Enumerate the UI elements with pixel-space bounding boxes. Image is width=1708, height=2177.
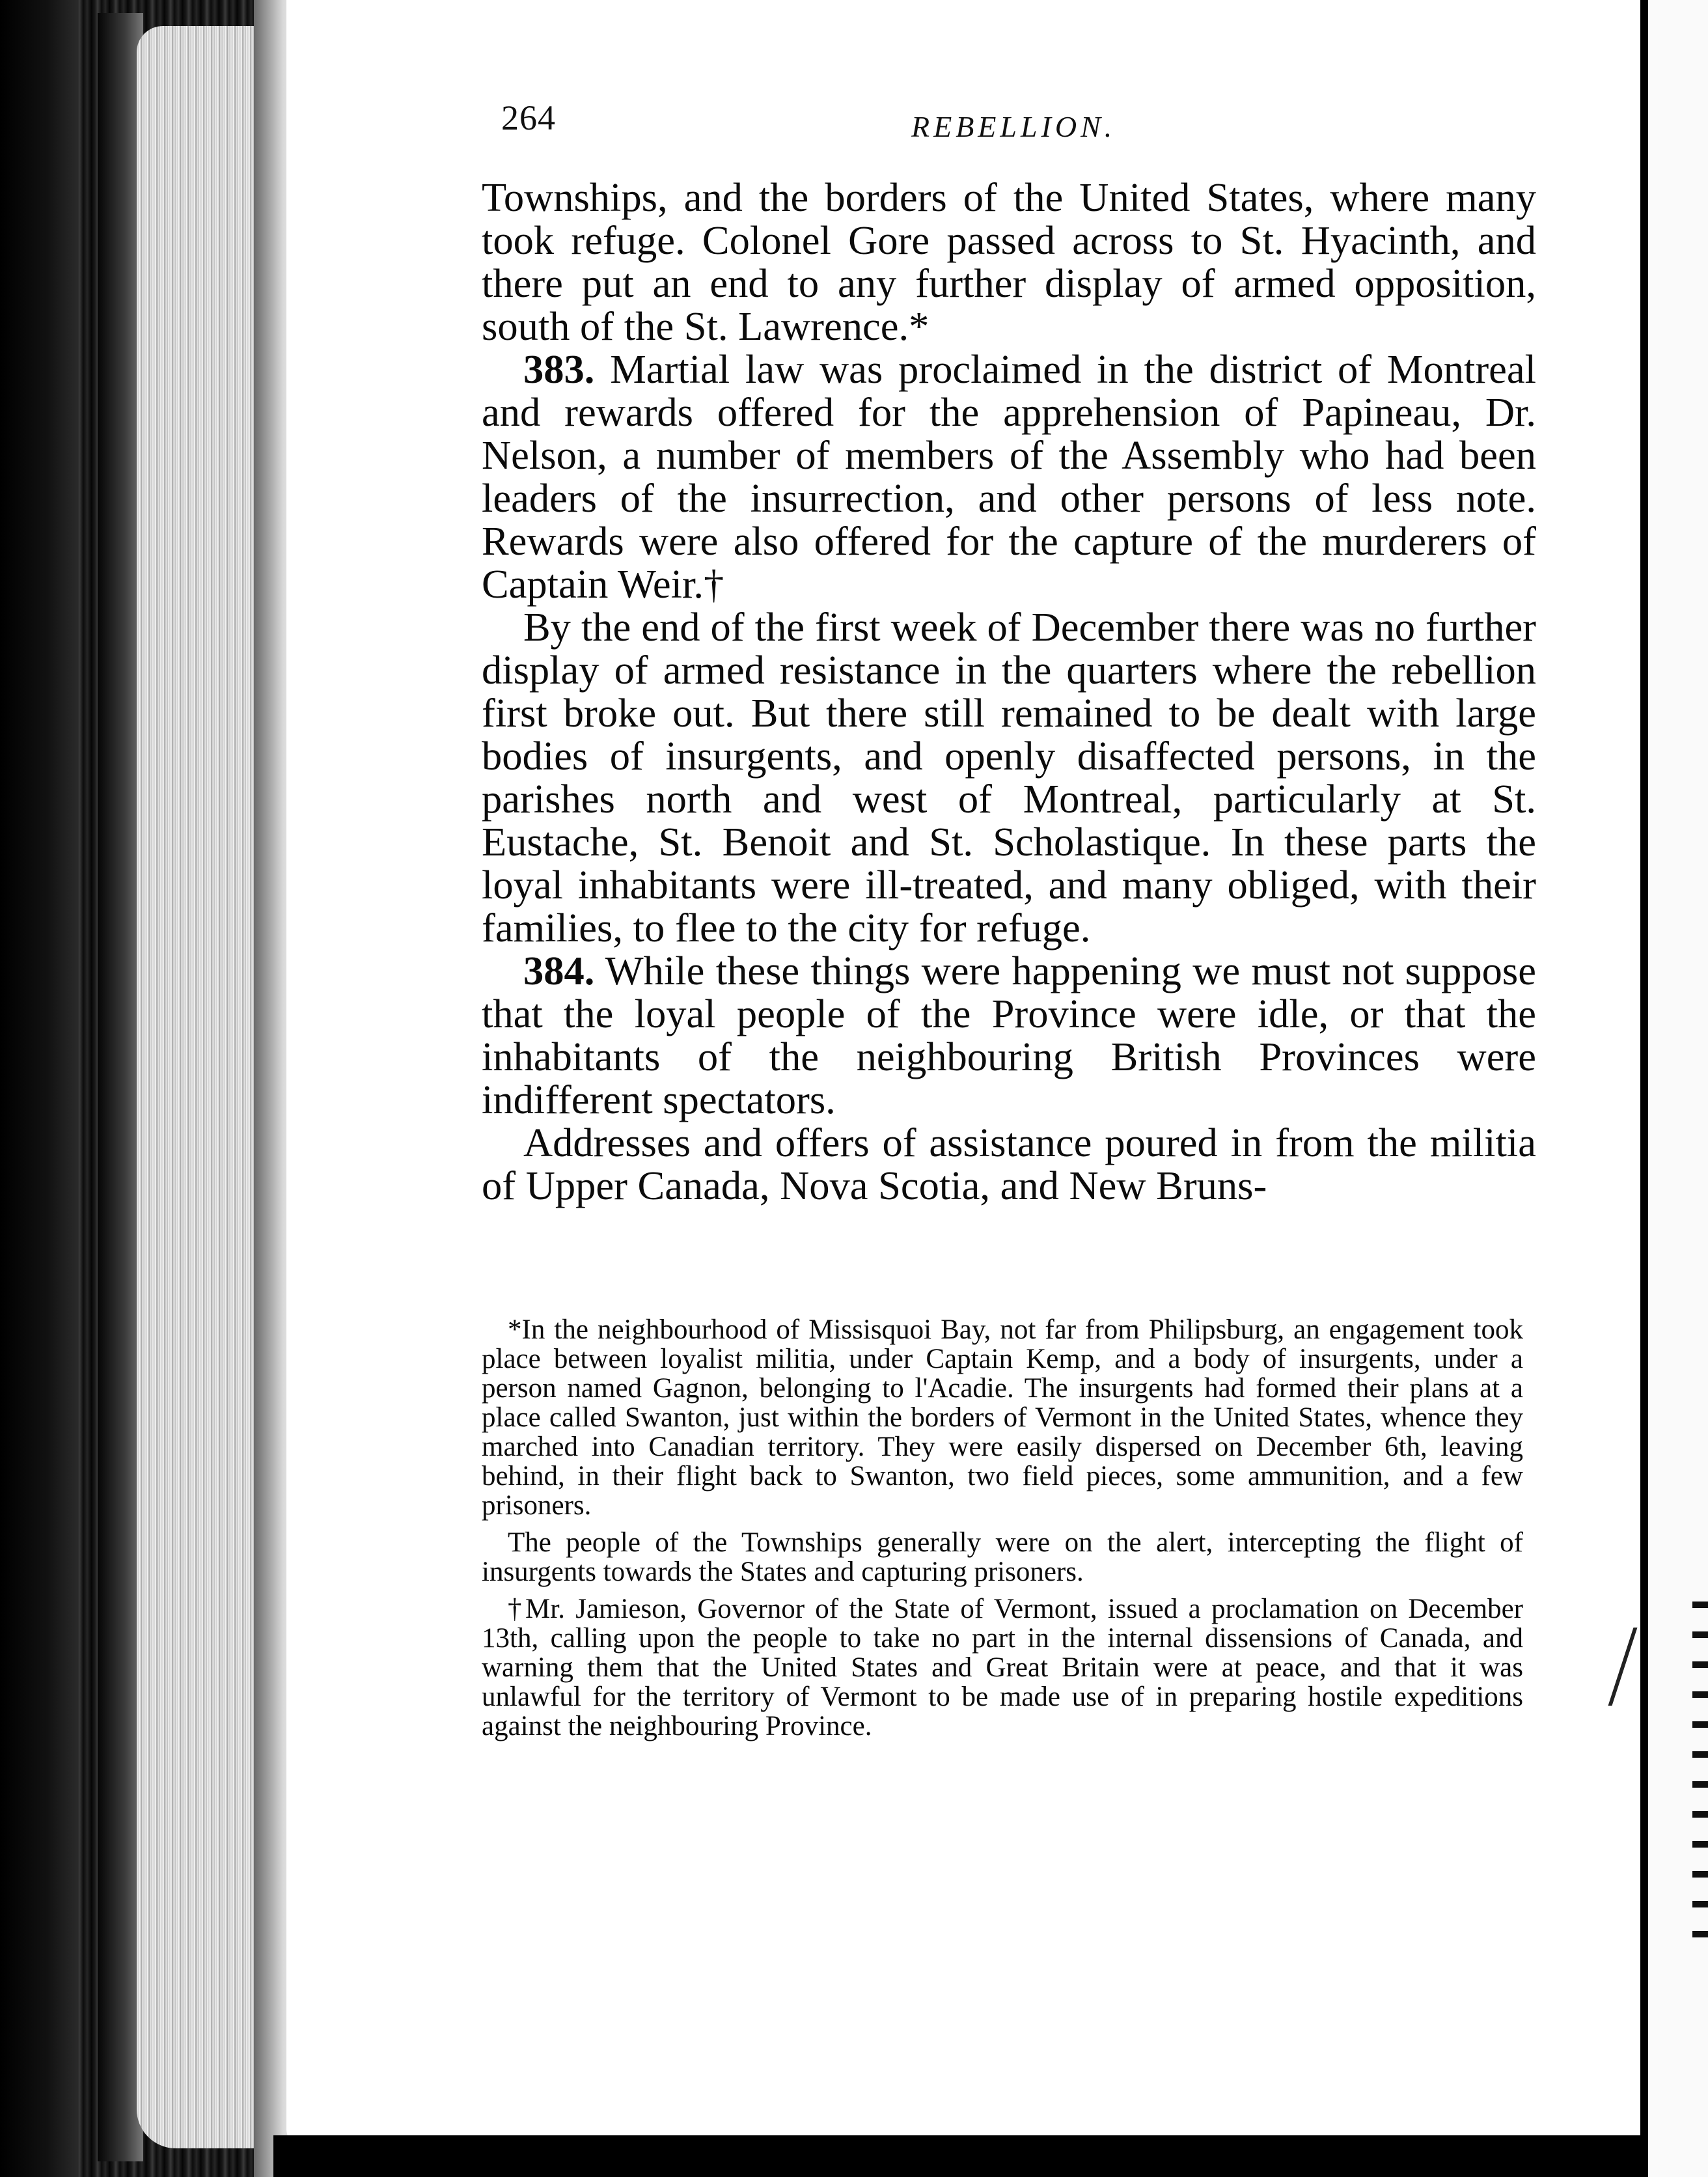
paragraph-3: By the end of the first week of December there was no further display of armed resistance in the quarters where the rebellion first broke out. But there still remained to be dealt with large bodies of insurgents, and openly disaffected persons, in the parishes north and west of Montreal, particularly at St. Eustache, St. Benoit and St. Scholastique. In these parts the loyal inhabitants were ill-treated, and many obliged, with their families, to flee to the city for refuge. — [482, 604, 1536, 950]
paragraph-383-text: Martial law was proclaimed in the district of Montreal and rewards offered for the apprehension of Papineau, Dr. Nelson, a number of members of the Assembly who had been leaders of the insurrection, and other persons of less note. Rewards were also offered for the capture of the murderers of Captain Weir.† — [482, 346, 1536, 607]
footnotes — [482, 1315, 1523, 1749]
footnote-asterisk: *In the neighbourhood of Missisquoi Bay, not far from Philipsburg, an engagement took place between loyalist militia, under Captain Kemp, and a body of insurgents, under a person named Gagnon, belonging to l'Acadie. The insurgents had formed their plans at a place called Swanton, just within the borders of Vermont in the United States, whence they marched into Canadian territory. They were easily dispersed on December 6th, leaving behind, in their flight back to Swanton, two field pieces, some ammunition, and a few prisoners. — [482, 1314, 1523, 1521]
next-page-text-marks — [1692, 1602, 1708, 1940]
section-number-383: 383. — [523, 346, 595, 392]
body-text — [482, 176, 1536, 1207]
paragraph-384 — [482, 949, 1536, 1121]
paragraph-383 — [482, 348, 1536, 605]
running-head — [501, 98, 1543, 156]
footnote-dagger: †Mr. Jamieson, Governor of the State of Vermont, issued a proclamation on December 13th, calling upon the people to take no part in the internal dissensions of Canada, and warning them that the United States and Great Britain were at peace, and that it was unlawful for the territory of Vermont to be made use of in preparing hostile expeditions against the neighbouring Province. — [482, 1594, 1523, 1741]
page-number: 264 — [501, 98, 556, 137]
paragraph-5: Addresses and offers of assistance poured in from the militia of Upper Canada, Nova Scotia, and New Bruns- — [482, 1120, 1536, 1208]
next-page-edge — [1640, 0, 1648, 2177]
paragraph-1: Townships, and the borders of the United States, where many took refuge. Colonel Gore passed across to St. Hyacinth, and there put an end to any further display of armed opposition, south of the St. Lawrence.* — [482, 174, 1536, 349]
paragraph-384-text: While these things were happening we must not suppose that the loyal people of the Province were idle, or that the inhabitants of the neighbouring British Provinces were indifferent spectators. — [482, 948, 1536, 1122]
section-number-384: 384. — [523, 948, 595, 993]
page-edges — [137, 26, 254, 2148]
spine-shadow — [0, 0, 78, 2177]
bottom-shadow — [273, 2135, 1660, 2177]
footnote-continuation: The people of the Townships generally were on the alert, intercepting the flight of insurgents towards the States and capturing prisoners. — [482, 1527, 1523, 1587]
running-title: REBELLION. — [911, 110, 1116, 143]
